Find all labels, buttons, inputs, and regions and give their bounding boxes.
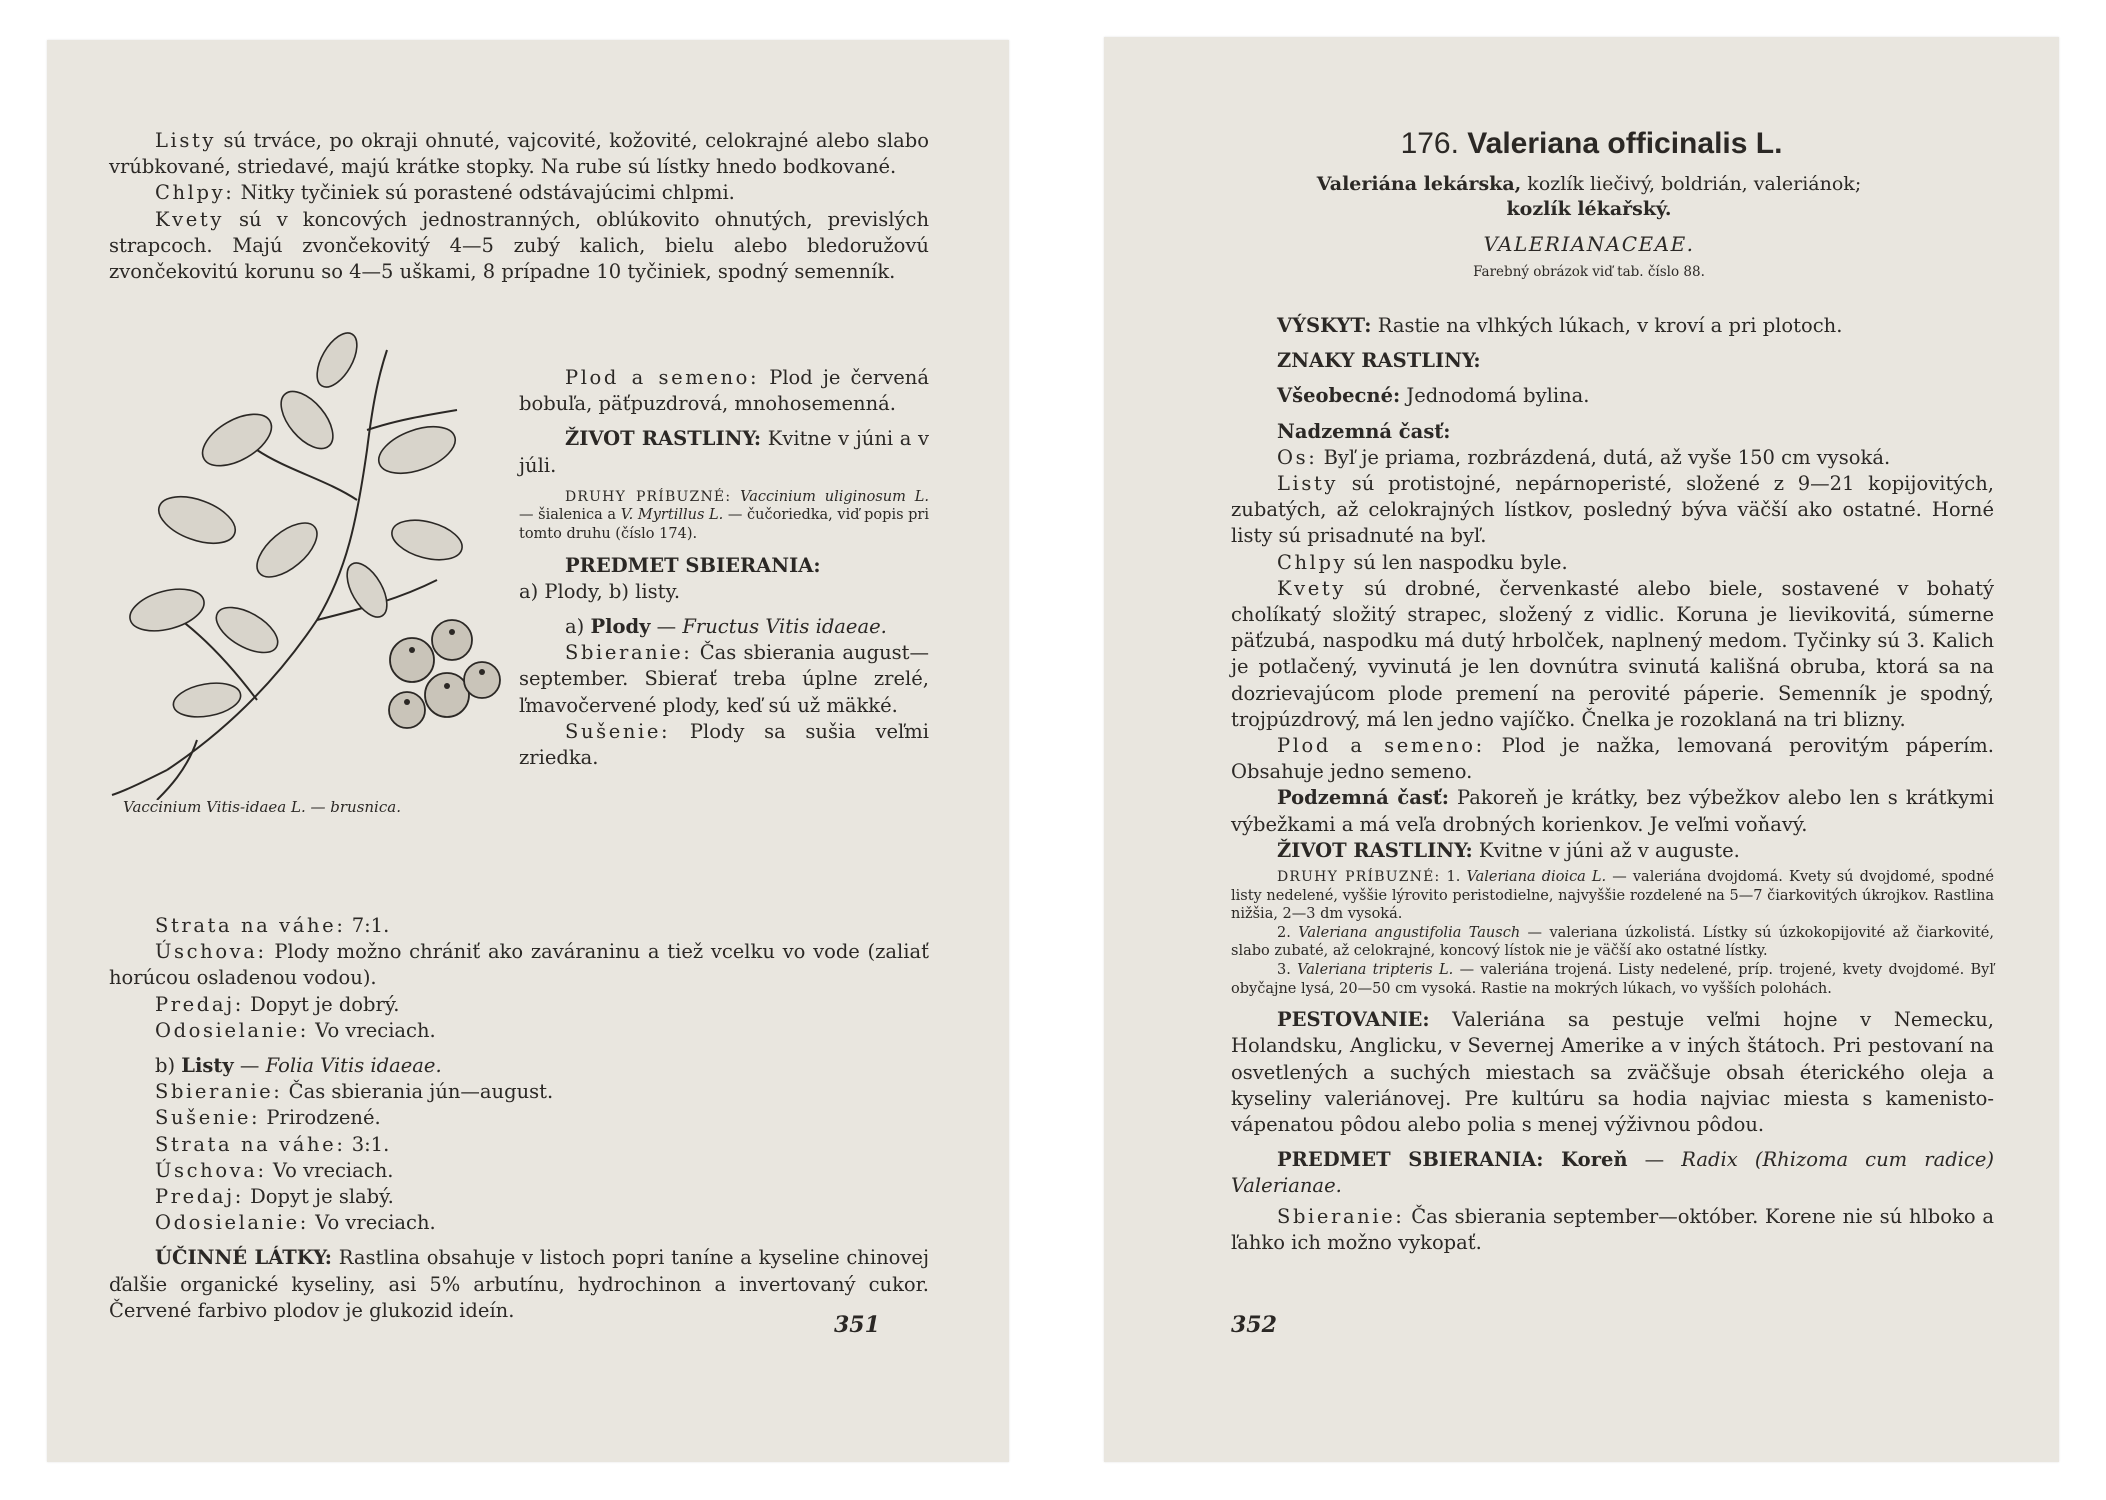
related-3-text: — valeriána trojená. Listy nedelené, príp. trojené, kvety dvojdomé. Byľ obyčajne lysá, 20—50 cm vysoká. Rastie na mokrých lúkach, vo vyšších polohách.: [1231, 962, 1994, 997]
term-odosielanie-2: Odosielanie:: [155, 1211, 309, 1235]
general-heading: Všeobecné:: [1277, 384, 1401, 408]
term-listy-right: Listy: [1277, 472, 1339, 496]
term-kvety-right: Kvety: [1277, 576, 1346, 600]
flowers-text-right: sú drobné, červenkasté alebo biele, sostavené v bohatý cholíkatý složitý strapec, složený z vidlic. Koruna je lievikovitá, súmerne päťzubá, naspodku má dutý hrbolček, naplnený medom. Tyčinky sú 3. Kalich je potlačený, vyvinutá je len dovnútra svinutá kališná obruba, ktorá sa na dozrievajúcom plode premení na perovité páperie. Semenník je spodný, trojpúzdrový, má len jedno vajíčko. Čnelka je rozoklaná na tri blizny.: [1231, 576, 1994, 731]
title-latin-name: Valeriana officinalis L.: [1467, 127, 1783, 160]
susenie-text: Plody sa sušia veľmi zriedka.: [519, 719, 929, 770]
related-2-number: 2.: [1277, 924, 1299, 941]
characteristics-heading: ZNAKY RASTLINY:: [1277, 349, 1481, 373]
leaves-text-right: sú protistojné, nepárnoperisté, složené z 9—21 kopijovitých, zubatých, až celokrajných lístkov, posledný býva väčší ako ostatné. Horné listy sú prisadnuté na byľ.: [1231, 472, 1994, 548]
related-1-number: 1.: [1440, 869, 1467, 886]
underground-text: Pakoreň je krátky, bez výbežkov alebo len s krátkymi výbežkami a má veľa drobných korienkov. Je veľmi voňavý.: [1231, 786, 1994, 836]
page-number-left: 351: [834, 1312, 880, 1338]
sbieranie-2-text: Čas sbierania jún—august.: [282, 1080, 554, 1104]
cultivation-heading: PESTOVANIE:: [1277, 1008, 1430, 1032]
susenie-2-text: Prirodzené.: [260, 1106, 381, 1130]
related-3-species: Valeriana tripteris L.: [1297, 962, 1454, 979]
life-heading-right: ŽIVOT RASTLINY:: [1277, 838, 1473, 862]
related-end: — čučoriedka, viď popis pri tomto druhu (číslo 174).: [519, 507, 929, 542]
collect-heading-right: PREDMET SBIERANIA:: [1277, 1148, 1544, 1172]
collect-latin: Radix (Rhizoma cum radice) Valerianae.: [1231, 1148, 1994, 1198]
item-b-dash: —: [233, 1054, 266, 1078]
term-strata: Strata na váhe:: [155, 914, 346, 937]
related-species-1: Vaccinium uliginosum L.: [740, 488, 929, 505]
aerial-part-heading: Nadzemná časť:: [1277, 419, 1451, 443]
term-plod: Plod a semeno:: [565, 366, 760, 389]
plant-family: VALERIANACEAE.: [1483, 232, 1695, 256]
uschova-text: Plody možno chrániť ako zaváraninu a tiež vcelku vo vode (zaliať horúcou osladenou vodou).: [109, 940, 929, 990]
active-substances-heading: ÚČINNÉ LÁTKY:: [155, 1246, 332, 1270]
left-top-text: [109, 128, 929, 285]
fruit-description: Plod je červená bobuľa, päťpuzdrová, mnohosemenná.: [519, 366, 929, 416]
related-heading: DRUHY PRÍBUZNÉ:: [565, 488, 732, 505]
item-a-dash: —: [650, 615, 683, 638]
fruit-text-right: Plod je nažka, lemovaná perovitým páperím. Obsahuje jedno semeno.: [1231, 734, 1994, 784]
uschova-2-text: Vo vreciach.: [266, 1158, 394, 1182]
common-name-primary: Valeriána lekárska,: [1316, 173, 1522, 195]
related-species-2: V. Myrtillus L.: [620, 507, 724, 524]
term-os: Os:: [1277, 445, 1318, 469]
item-b-prefix: b): [155, 1054, 182, 1078]
life-text: Kvitne v júni a v júli.: [519, 427, 929, 477]
item-a-label: Plody: [590, 615, 651, 638]
title-number: 176.: [1400, 127, 1468, 160]
related-2-text: — valeriana úzkolistá. Lístky sú úzkokopijovité až čiarkovité, slabo zubaté, až celokrajné, koncový lístok nie je väčší ako ostatné lístky.: [1231, 924, 1994, 960]
item-b-label: Listy: [181, 1054, 234, 1078]
term-predaj: Predaj:: [155, 992, 244, 1016]
predaj-2-text: Dopyt je slabý.: [243, 1185, 394, 1209]
common-names-list: kozlík liečivý, boldrián, valeriánok;: [1521, 173, 1862, 195]
cowberry-plant-illustration: [107, 300, 537, 800]
left-bottom-text: [109, 913, 929, 1324]
common-names: [1244, 172, 1934, 222]
life-heading: ŽIVOT RASTLINY:: [565, 427, 762, 451]
collect-dash: —: [1627, 1148, 1682, 1172]
hairs-description: Nitky tyčiniek sú porastené odstávajúcimi chlpmi.: [234, 181, 735, 205]
term-uschova: Úschova:: [155, 940, 267, 964]
flowers-description: sú v koncových jednostranných, oblúkovito ohnutých, previslých strapcoch. Majú zvončekovitý 4—5 zubý kalich, bielu alebo bledoružovú zvončekovitú korunu so 4—5 uškami, 8 prípadne 10 tyčiniek, spodný semenník.: [109, 207, 929, 284]
strata-2-text: 3:1.: [345, 1132, 390, 1156]
hairs-text-right: sú len naspodku byle.: [1347, 550, 1568, 574]
sbieranie-text: Čas sbierania august—september. Sbierať treba úplne zrelé, ľmavočervené plody, keď sú už mäkké.: [519, 641, 929, 717]
related-heading-right: DRUHY PRÍBUZNÉ:: [1277, 869, 1441, 886]
predaj-text: Dopyt je dobrý.: [243, 992, 400, 1016]
term-plod-right: Plod a semeno:: [1277, 734, 1485, 758]
term-strata-2: Strata na váhe:: [155, 1132, 346, 1156]
strata-text: 7:1.: [345, 914, 390, 937]
term-predaj-2: Predaj:: [155, 1185, 244, 1209]
color-plate-note: Farebný obrázok viď tab. číslo 88.: [1473, 264, 1705, 280]
related-1-species: Valeriana dioica L.: [1466, 869, 1607, 886]
item-a-latin: Fructus Vitis idaeae.: [682, 615, 887, 638]
species-title: [1224, 127, 1959, 161]
occurrence-heading: VÝSKYT:: [1277, 314, 1372, 337]
general-text: Jednodomá bylina.: [1400, 384, 1590, 408]
term-susenie-2: Sušenie:: [155, 1106, 261, 1130]
underground-heading: Podzemná časť:: [1277, 786, 1450, 810]
related-3-number: 3.: [1277, 962, 1298, 979]
page-number-right: 352: [1231, 1312, 1277, 1338]
related-2-species: Valeriana angustifolia Tausch: [1298, 924, 1521, 941]
common-name-czech: kozlík lékařský.: [1506, 198, 1672, 220]
collect-list: a) Plody, b) listy.: [519, 579, 681, 603]
related-1-text: — valeriána dvojdomá. Kvety sú dvojdomé, spodné listy nedelené, vyššie lýrovito peristodielne, najvyššie rozdelené na 5—7 čiarkovitých úkrojkov. Rastlina nižšia, 2—3 dm vysoká.: [1231, 869, 1994, 923]
term-kvety: Kvety: [155, 207, 224, 231]
left-side-column: [519, 365, 929, 771]
odosielanie-2-text: Vo vreciach.: [308, 1211, 436, 1235]
active-substances-text: Rastlina obsahuje v listoch popri taníne a kyseline chinovej ďalšie organické kyseliny, asi 5% arbutínu, hydrochinon a invertovaný cukor. Červené farbivo plodov je glukozid ideín.: [109, 1246, 929, 1322]
right-body-text: [1231, 313, 1994, 1256]
term-uschova-2: Úschova:: [155, 1158, 267, 1182]
cultivation-text: Valeriána sa pestuje veľmi hojne v Nemecku, Holandsku, Anglicku, v Severnej Amerike a v iných štátoch. Pri pestovaní na osvetlených a suchých miestach sa zväčšuje obsah éterického oleja a kyseliny valeriánovej. Pre kultúru sa hodia najviac miesta s kamenisto-vápenatou pôdou alebo polia s menej výživnou pôdou.: [1231, 1008, 1994, 1137]
stem-text: Byľ je priama, rozbrázdená, dutá, až vyše 150 cm vysoká.: [1317, 445, 1891, 469]
term-sbieranie-right: Sbieranie:: [1277, 1204, 1405, 1228]
term-chlpy: Chlpy:: [155, 181, 235, 205]
leaves-description: sú trváce, po okraji ohnuté, vajcovité, kožovité, celokrajné alebo slabo vrúbkované, striedavé, majú krátke stopky. Na rube sú lístky hnedo bodkované.: [109, 129, 929, 179]
term-listy: Listy: [155, 129, 217, 152]
collect-heading: PREDMET SBIERANIA:: [565, 553, 821, 577]
left-page: [47, 40, 1009, 1462]
related-mid: — šialenica a: [519, 507, 621, 524]
term-sbieranie: Sbieranie:: [565, 641, 693, 665]
term-sbieranie-2: Sbieranie:: [155, 1080, 283, 1104]
life-text-right: Kvitne v júni až v auguste.: [1472, 838, 1740, 862]
sbieranie-text-right: Čas sbierania september—október. Korene nie sú hlboko a ľahko ich možno vykopať.: [1231, 1204, 1994, 1254]
occurrence-text: Rastie na vlhkých lúkach, v kroví a pri plotoch.: [1371, 314, 1843, 337]
item-b-latin: Folia Vitis idaeae.: [265, 1054, 442, 1078]
figure-caption: Vaccinium Vitis-idaea L. — brusnica.: [123, 798, 401, 816]
collect-label-root: Koreň: [1543, 1148, 1628, 1172]
term-odosielanie: Odosielanie:: [155, 1018, 309, 1042]
odosielanie-text: Vo vreciach.: [308, 1018, 436, 1042]
term-chlpy-right: Chlpy: [1277, 550, 1348, 574]
right-page: [1104, 37, 2059, 1462]
item-a-prefix: a): [565, 615, 591, 638]
term-susenie: Sušenie:: [565, 719, 671, 743]
